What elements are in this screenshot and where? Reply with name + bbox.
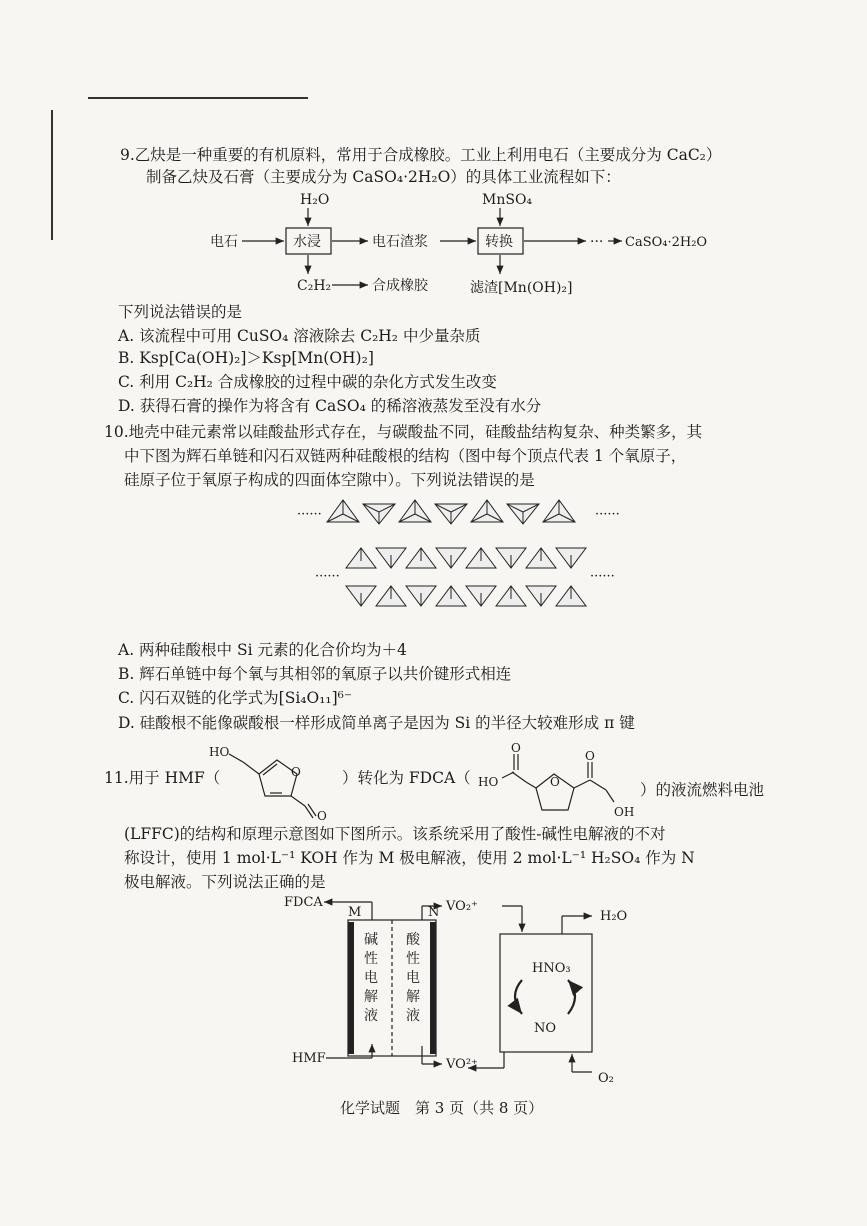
q9-option-d: D. 获得石膏的操作为将含有 CaSO₄ 的稀溶液蒸发至没有水分 <box>118 397 542 415</box>
flow-h2o: H₂O <box>300 192 330 208</box>
q9-option-a: A. 该流程中可用 CuSO₄ 溶液除去 C₂H₂ 中少量杂质 <box>118 327 481 345</box>
hmf-structure <box>205 740 345 820</box>
silicate-chain-diagram <box>295 490 635 630</box>
flow-c2h2: C₂H₂ <box>297 278 332 294</box>
label-alkaline: 碱性电解液 <box>364 932 378 1024</box>
fdca-ho: HO <box>478 775 499 789</box>
q11-stem-post: ）的液流燃料电池 <box>640 781 765 799</box>
q9-flow-diagram <box>200 188 740 298</box>
flow-xiangjiao: 合成橡胶 <box>372 278 428 294</box>
q9-stem-2: 制备乙炔及石膏（主要成分为 CaSO₄·2H₂O）的具体工业流程如下： <box>146 168 621 186</box>
hmf-ho: HO <box>209 745 230 759</box>
label-h2o: H₂O <box>600 909 628 924</box>
flow-mnso4: MnSO₄ <box>482 192 533 208</box>
label-acidic: 酸性电解液 <box>406 932 420 1024</box>
fdca-o-left: O <box>511 742 521 755</box>
hmf-aldehyde-o: O <box>317 809 327 820</box>
flow-shuijin: 水浸 <box>293 234 321 250</box>
top-rule <box>88 97 308 99</box>
label-fdca: FDCA <box>284 896 323 910</box>
fdca-oh: OH <box>614 805 635 819</box>
label-vo2: VO₂⁺ <box>446 899 478 914</box>
q11-stem-2: (LFFC)的结构和原理示意图如下图所示。该系统采用了酸性-碱性电解液的不对 <box>124 825 666 843</box>
electrode-n <box>430 922 436 1054</box>
lffc-cell-diagram <box>282 896 662 1086</box>
chain2-dots-right: ······ <box>590 569 615 584</box>
chain1-dots-left: ······ <box>297 507 322 522</box>
flow-dianshi: 电石 <box>210 234 238 250</box>
flow-zhuanhuan: 转换 <box>485 234 513 250</box>
q10-option-d: D. 硅酸根不能像碳酸根一样形成简单离子是因为 Si 的半径大较难形成 π 键 <box>118 714 635 732</box>
q10-option-b: B. 辉石单链中每个氧与其相邻的氧原子以共价键形式相连 <box>118 665 512 683</box>
tetrahedra <box>327 500 586 606</box>
q10-stem-3: 硅原子位于氧原子构成的四面体空隙中）。下列说法错误的是 <box>124 471 535 489</box>
page-footer: 化学试题 第 3 页（共 8 页） <box>340 1099 544 1117</box>
label-vo2plus: VO²⁺ <box>446 1057 478 1072</box>
margin-rule <box>51 110 53 240</box>
label-m: M <box>348 905 362 920</box>
chain1-dots-right: ······ <box>595 507 620 522</box>
electrode-m <box>348 922 354 1054</box>
fdca-ring-o: O <box>550 775 560 789</box>
hmf-ring-o: O <box>291 765 301 779</box>
q11-stem-pre: 11.用于 HMF（ <box>104 769 221 787</box>
q11-stem-4: 极电解液。下列说法正确的是 <box>124 873 326 891</box>
q10-option-c: C. 闪石双链的化学式为[Si₄O₁₁]⁶⁻ <box>118 689 353 707</box>
fdca-structure <box>474 742 644 822</box>
q9-stem-1: 9.乙炔是一种重要的有机原料，常用于合成橡胶。工业上利用电石（主要成分为 CaC₂） <box>120 146 722 164</box>
q11-stem-3: 称设计，使用 1 mol·L⁻¹ KOH 作为 M 极电解液，使用 2 mol·L⁻¹ H₂SO₄ 作为 N <box>124 849 695 867</box>
q10-option-a: A. 两种硅酸根中 Si 元素的化合价均为＋4 <box>118 641 407 659</box>
fdca-o-right: O <box>585 749 595 763</box>
label-n: N <box>428 905 440 920</box>
flow-lvzha: 滤渣[Mn(OH)₂] <box>470 280 573 296</box>
q11-stem-mid: ）转化为 FDCA（ <box>342 769 471 787</box>
q9-ask: 下列说法错误的是 <box>118 303 243 321</box>
label-o2: O₂ <box>598 1071 614 1086</box>
label-hno3: HNO₃ <box>532 961 571 976</box>
q10-stem-1: 10.地壳中硅元素常以硅酸盐形式存在，与碳酸盐不同，硅酸盐结构复杂、种类繁多，其 <box>104 423 703 441</box>
q10-stem-2: 中下图为辉石单链和闪石双链两种硅酸根的结构（图中每个顶点代表 1 个氧原子， <box>124 447 687 465</box>
chain2-dots-left: ······ <box>315 569 340 584</box>
flow-product: CaSO₄·2H₂O <box>625 235 708 250</box>
flow-dots: ··· <box>590 234 604 250</box>
q9-option-b: B. Ksp[Ca(OH)₂]＞Ksp[Mn(OH)₂] <box>118 349 374 367</box>
label-hmf: HMF <box>292 1051 326 1066</box>
q9-option-c: C. 利用 C₂H₂ 合成橡胶的过程中碳的杂化方式发生改变 <box>118 373 497 391</box>
label-no: NO <box>534 1021 557 1036</box>
flow-zhajiang: 电石渣浆 <box>372 234 428 250</box>
